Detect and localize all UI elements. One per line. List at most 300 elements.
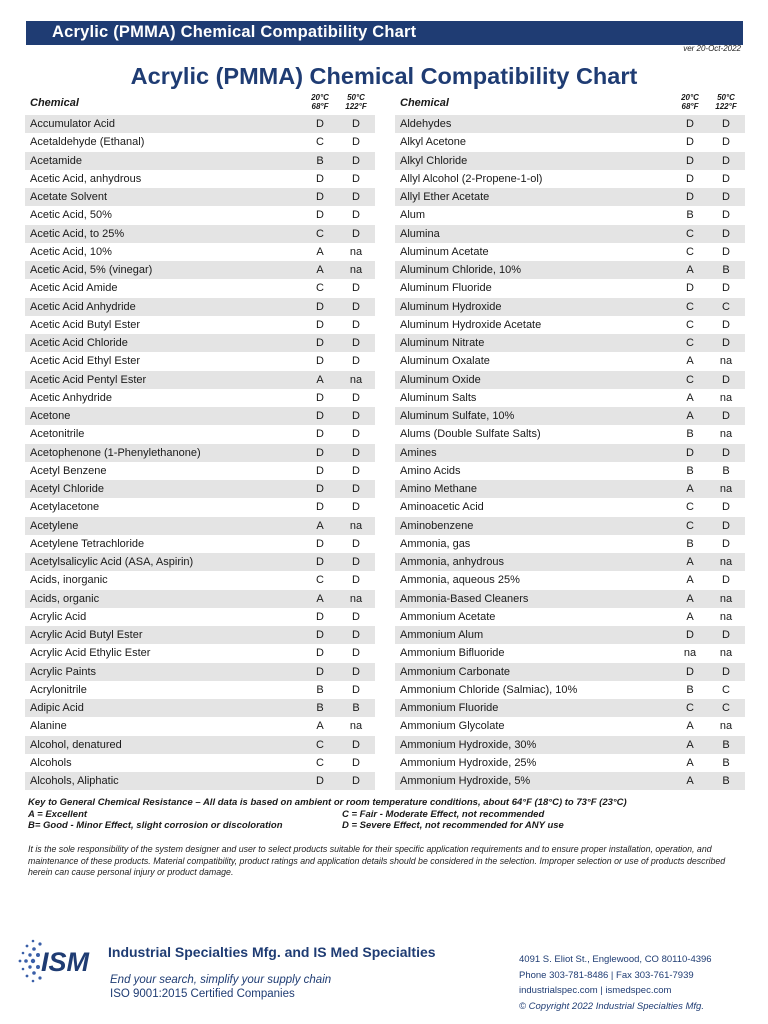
rating-20c: D: [316, 191, 324, 203]
rating-20c: D: [316, 118, 324, 130]
chemical-name: Aminoacetic Acid: [400, 501, 484, 514]
table-row: [25, 608, 375, 626]
table-row: [25, 717, 375, 735]
rating-50c: D: [352, 118, 360, 130]
rating-20c: D: [686, 191, 694, 203]
website-links[interactable]: industrialspec.com | ismedspec.com: [519, 985, 672, 996]
table-row: [25, 517, 375, 535]
rating-50c: D: [352, 446, 360, 459]
version-label: ver 20-Oct-2022: [683, 44, 741, 53]
chemical-name: Alanine: [30, 720, 67, 733]
table-row: [25, 371, 375, 389]
rating-50c: D: [722, 136, 730, 149]
table-row: [25, 772, 375, 790]
rating-20c: C: [686, 519, 694, 532]
chemical-name: Ammonium Hydroxide, 25%: [400, 756, 537, 769]
rating-20c: B: [316, 154, 324, 167]
rating-50c: D: [722, 410, 730, 422]
table-row: [395, 298, 745, 316]
rating-20c: D: [316, 665, 324, 678]
chemical-name: Acetaldehyde (Ethanal): [30, 136, 145, 149]
table-row: [395, 316, 745, 334]
chemical-name: Aluminum Oxalate: [400, 355, 490, 368]
rating-50c: D: [352, 172, 360, 185]
company-slogan: End your search, simplify your supply chain: [110, 974, 332, 986]
table-row: [395, 626, 745, 644]
right-table: [395, 93, 745, 790]
rating-20c: A: [686, 720, 694, 733]
rating-50c: D: [722, 282, 730, 295]
rating-50c: D: [352, 227, 360, 240]
chemical-name: Acetyl Chloride: [30, 483, 104, 495]
rating-20c: B: [686, 209, 694, 222]
table-row: [395, 663, 745, 681]
rating-50c: D: [722, 154, 730, 167]
rating-20c: D: [316, 428, 324, 441]
chemical-name: Aluminum Sulfate, 10%: [400, 410, 515, 422]
rating-50c: D: [352, 629, 360, 641]
rating-20c: A: [316, 245, 324, 258]
chemical-name: Amino Acids: [400, 464, 461, 477]
temp-50c-header: [709, 93, 743, 111]
rating-20c: D: [316, 629, 324, 641]
table-row: [395, 206, 745, 224]
rating-50c: D: [722, 501, 730, 514]
page-title: Acrylic (PMMA) Chemical Compatibility Chart: [130, 63, 638, 89]
rating-20c: C: [316, 574, 324, 587]
rating-20c: A: [686, 756, 694, 769]
key-heading: Key to General Chemical Resistance – All data is based on ambient or room temperature conditions, about 64°F (18°C) to 73°F (23°C): [28, 797, 627, 808]
rating-50c: D: [352, 410, 360, 422]
rating-50c: na: [349, 519, 363, 532]
rating-50c: D: [352, 537, 360, 550]
rating-50c: C: [722, 702, 730, 714]
rating-50c: D: [352, 501, 360, 514]
chemical-name: Acrylic Paints: [30, 665, 97, 678]
table-row: [395, 681, 745, 699]
rating-50c: D: [352, 464, 360, 477]
rating-20c: D: [316, 464, 324, 477]
rating-20c: A: [316, 264, 324, 276]
table-row: [25, 188, 375, 206]
right-table-body: [395, 115, 745, 790]
chemical-column-header: Chemical: [30, 97, 79, 109]
table-row: [395, 115, 745, 133]
temp-20c-celsius: 20°C: [311, 93, 329, 102]
rating-20c: D: [316, 610, 324, 623]
chemical-name: Adipic Acid: [30, 702, 84, 714]
rating-50c: na: [719, 428, 733, 441]
rating-50c: D: [352, 337, 360, 349]
table-row: [395, 736, 745, 754]
rating-20c: C: [316, 282, 324, 295]
table-row: [25, 279, 375, 297]
chemical-name: Ammonia, anhydrous: [400, 556, 504, 568]
rating-50c: D: [352, 428, 360, 441]
temp-20c-celsius: 20°C: [681, 93, 699, 102]
rating-20c: D: [686, 446, 694, 459]
chemical-name: Acetone: [30, 410, 71, 422]
rating-20c: A: [686, 483, 694, 495]
chemical-name: Accumulator Acid: [30, 118, 115, 130]
rating-20c: D: [686, 282, 694, 295]
temp-20c-fahrenheit: 68°F: [681, 102, 699, 111]
table-row: [25, 206, 375, 224]
table-row: [395, 407, 745, 425]
temp-50c-fahrenheit: 122°F: [345, 102, 367, 111]
table-row: [395, 608, 745, 626]
rating-20c: C: [686, 373, 694, 386]
rating-20c: B: [316, 683, 324, 696]
rating-50c: na: [719, 610, 733, 623]
rating-20c: D: [686, 629, 694, 641]
rating-key: [28, 797, 748, 832]
chemical-name: Acetyl Benzene: [30, 464, 107, 477]
rating-50c: na: [349, 373, 363, 386]
table-row: [25, 644, 375, 662]
chemical-name: Ammonia, gas: [400, 537, 471, 550]
chemical-name: Acrylic Acid Butyl Ester: [30, 629, 143, 641]
rating-50c: D: [352, 738, 360, 751]
banner-title: Acrylic (PMMA) Chemical Compatibility Chart: [52, 23, 417, 41]
rating-20c: A: [686, 610, 694, 623]
table-row: [25, 590, 375, 608]
rating-50c: D: [352, 136, 360, 149]
rating-20c: C: [316, 738, 324, 751]
rating-20c: C: [686, 245, 694, 258]
rating-50c: D: [352, 775, 360, 787]
table-row: [25, 425, 375, 443]
chemical-name: Alkyl Acetone: [400, 136, 467, 149]
chemical-name: Acetic Acid Ethyl Ester: [30, 355, 141, 368]
rating-50c: na: [719, 556, 733, 568]
chemical-name: Aldehydes: [400, 118, 452, 130]
chemical-name: Ammonium Bifluoride: [400, 647, 505, 660]
rating-20c: A: [316, 519, 324, 532]
rating-50c: B: [352, 702, 360, 714]
chemical-name: Acetic Acid Pentyl Ester: [30, 373, 147, 386]
table-row: [25, 316, 375, 334]
rating-50c: D: [352, 191, 360, 203]
table-row: [395, 517, 745, 535]
rating-20c: A: [686, 410, 694, 422]
copyright: © Copyright 2022 Industrial Specialties Mfg.: [519, 1000, 704, 1012]
table-row: [395, 444, 745, 462]
rating-20c: C: [686, 227, 694, 240]
rating-50c: na: [719, 391, 733, 404]
chemical-name: Acetic Anhydride: [30, 391, 112, 404]
rating-50c: D: [352, 610, 360, 623]
chemical-name: Ammonium Glycolate: [400, 720, 505, 733]
temp-20c-fahrenheit: 68°F: [311, 102, 329, 111]
key-line-2: [28, 820, 748, 832]
rating-50c: na: [719, 355, 733, 368]
table-row: [395, 553, 745, 571]
chemical-name: Acetic Acid Butyl Ester: [30, 318, 141, 331]
left-table-header: [25, 93, 375, 115]
table-row: [25, 444, 375, 462]
chemical-name: Alcohol, denatured: [30, 738, 122, 751]
rating-20c: D: [316, 556, 324, 568]
chemical-name: Ammonium Alum: [400, 629, 484, 641]
rating-20c: D: [316, 537, 324, 550]
rating-20c: A: [686, 556, 694, 568]
contact-info: [519, 952, 712, 1014]
rating-20c: C: [686, 702, 694, 714]
table-row: [395, 371, 745, 389]
rating-20c: D: [316, 483, 324, 495]
chemical-name: Acetylene Tetrachloride: [30, 537, 145, 550]
temp-20c-header: [673, 93, 707, 111]
table-row: [395, 225, 745, 243]
chemical-name: Acetylene: [30, 519, 79, 532]
address: 4091 S. Eliot St., Englewood, CO 80110-4396: [519, 954, 712, 965]
rating-20c: A: [686, 592, 694, 605]
key-c: C = Fair - Moderate Effect, not recommended: [342, 808, 545, 820]
rating-50c: D: [722, 245, 730, 258]
chemical-name: Acetonitrile: [30, 428, 85, 441]
chemical-name: Alcohols: [30, 756, 72, 769]
chemical-name: Alcohols, Aliphatic: [30, 775, 119, 787]
chemical-name: Acetylacetone: [30, 501, 100, 514]
table-row: [25, 535, 375, 553]
rating-50c: D: [352, 282, 360, 295]
rating-50c: D: [352, 355, 360, 368]
rating-20c: A: [316, 720, 324, 733]
temp-20c-header: [303, 93, 337, 111]
rating-20c: B: [686, 683, 694, 696]
rating-50c: na: [719, 647, 733, 660]
table-row: [25, 699, 375, 717]
table-row: [25, 225, 375, 243]
rating-20c: A: [316, 373, 324, 386]
chemical-name: Acids, organic: [30, 592, 100, 605]
ism-logo: [14, 935, 100, 987]
rating-50c: D: [722, 519, 730, 532]
rating-50c: D: [352, 556, 360, 568]
table-row: [25, 407, 375, 425]
rating-50c: D: [352, 756, 360, 769]
rating-20c: D: [316, 410, 324, 422]
table-row: [395, 170, 745, 188]
rating-20c: D: [686, 136, 694, 149]
table-row: [395, 590, 745, 608]
rating-20c: B: [686, 537, 694, 550]
chemical-name: Alkyl Chloride: [400, 154, 468, 167]
table-row: [395, 425, 745, 443]
rating-20c: A: [686, 264, 694, 276]
rating-50c: D: [352, 665, 360, 678]
rating-50c: B: [722, 738, 730, 751]
table-row: [395, 243, 745, 261]
rating-20c: D: [686, 118, 694, 130]
chemical-name: Aluminum Oxide: [400, 373, 481, 386]
table-row: [25, 462, 375, 480]
rating-50c: D: [722, 172, 730, 185]
rating-50c: D: [722, 537, 730, 550]
rating-20c: C: [686, 337, 694, 349]
chemical-name: Ammonium Chloride (Salmiac), 10%: [400, 683, 578, 696]
table-row: [395, 261, 745, 279]
chemical-name: Acetic Acid, 50%: [30, 209, 112, 222]
chemical-name: Aluminum Fluoride: [400, 282, 492, 295]
rating-50c: D: [352, 483, 360, 495]
chemical-name: Aluminum Hydroxide Acetate: [400, 318, 542, 331]
chemical-name: Acetic Acid Amide: [30, 282, 118, 295]
rating-20c: D: [316, 775, 324, 787]
logo-text: ISM: [41, 947, 90, 977]
chemical-name: Amino Methane: [400, 483, 478, 495]
chemical-name: Acetophenone (1-Phenylethanone): [30, 446, 201, 459]
chemical-name: Ammonium Hydroxide, 30%: [400, 738, 537, 751]
rating-20c: A: [316, 592, 324, 605]
rating-50c: D: [352, 318, 360, 331]
rating-50c: D: [722, 227, 730, 240]
right-table-header: [395, 93, 745, 115]
table-row: [395, 133, 745, 151]
rating-50c: D: [352, 154, 360, 167]
chemical-name: Aluminum Nitrate: [400, 337, 485, 349]
table-row: [25, 498, 375, 516]
rating-20c: D: [316, 209, 324, 222]
table-row: [395, 717, 745, 735]
rating-50c: C: [722, 300, 730, 313]
rating-20c: D: [316, 647, 324, 660]
table-row: [25, 352, 375, 370]
rating-50c: B: [722, 775, 730, 787]
table-row: [25, 754, 375, 772]
chemical-name: Alum: [400, 209, 426, 222]
top-banner: [26, 21, 743, 45]
rating-20c: A: [686, 574, 694, 587]
chemical-name: Ammonia-Based Cleaners: [400, 592, 529, 605]
table-row: [25, 626, 375, 644]
chemical-name: Aluminum Chloride, 10%: [400, 264, 522, 276]
rating-50c: na: [719, 483, 733, 495]
rating-20c: C: [686, 300, 694, 313]
rating-20c: na: [683, 647, 697, 660]
table-row: [395, 188, 745, 206]
rating-50c: D: [722, 337, 730, 349]
table-row: [25, 334, 375, 352]
chemical-name: Ammonia, aqueous 25%: [400, 574, 520, 587]
table-row: [25, 152, 375, 170]
rating-50c: D: [722, 629, 730, 641]
table-row: [395, 352, 745, 370]
rating-50c: D: [352, 209, 360, 222]
rating-50c: C: [722, 683, 730, 696]
rating-20c: C: [316, 227, 324, 240]
rating-50c: B: [722, 464, 730, 477]
table-row: [395, 571, 745, 589]
table-row: [395, 699, 745, 717]
table-row: [25, 133, 375, 151]
rating-50c: D: [722, 318, 730, 331]
rating-20c: D: [316, 337, 324, 349]
table-row: [395, 644, 745, 662]
rating-50c: D: [352, 300, 360, 313]
rating-20c: A: [686, 775, 694, 787]
chemical-name: Acetic Acid, 5% (vinegar): [30, 264, 153, 276]
temp-50c-celsius: 50°C: [717, 93, 735, 102]
rating-20c: A: [686, 391, 694, 404]
table-row: [25, 681, 375, 699]
table-row: [395, 334, 745, 352]
rating-50c: D: [352, 391, 360, 404]
rating-50c: D: [352, 574, 360, 587]
table-row: [25, 553, 375, 571]
chemical-name: Acrylic Acid: [30, 610, 87, 623]
chemical-name: Aluminum Salts: [400, 391, 477, 404]
rating-50c: B: [722, 756, 730, 769]
rating-20c: C: [686, 501, 694, 514]
rating-20c: D: [316, 318, 324, 331]
disclaimer-text: It is the sole responsibility of the system designer and user to select products suitable for their specific application requirements and to ensure proper installation, operation, and maintenance of these products. Material compatibility, product ratings and application details should be considered in the selection. Improper selection or use of products described herein can cause personal injury or product damage.: [28, 844, 726, 877]
chemical-name: Allyl Ether Acetate: [400, 191, 490, 203]
temp-50c-celsius: 50°C: [347, 93, 365, 102]
rating-20c: D: [686, 154, 694, 167]
table-row: [395, 498, 745, 516]
table-row: [395, 480, 745, 498]
table-row: [25, 261, 375, 279]
chemical-name: Acrylic Acid Ethylic Ester: [30, 647, 151, 660]
rating-50c: D: [722, 446, 730, 459]
table-row: [25, 736, 375, 754]
chemical-name: Alums (Double Sulfate Salts): [400, 428, 541, 441]
rating-20c: D: [316, 355, 324, 368]
temp-50c-fahrenheit: 122°F: [715, 102, 737, 111]
chemical-name: Acetic Acid, 10%: [30, 245, 112, 258]
chemical-name: Ammonium Fluoride: [400, 702, 499, 714]
rating-50c: na: [349, 592, 363, 605]
chemical-name: Acetylsalicylic Acid (ASA, Aspirin): [30, 556, 194, 568]
rating-50c: D: [722, 209, 730, 222]
rating-50c: na: [719, 720, 733, 733]
chemical-name: Alumina: [400, 227, 440, 240]
rating-50c: D: [722, 118, 730, 130]
rating-20c: B: [686, 464, 694, 477]
table-row: [395, 535, 745, 553]
chemical-name: Aminobenzene: [400, 519, 474, 532]
rating-20c: B: [316, 702, 324, 714]
table-row: [395, 152, 745, 170]
key-b: B= Good - Minor Effect, slight corrosion or discoloration: [28, 820, 283, 831]
chemical-name: Acetic Acid, anhydrous: [30, 172, 142, 185]
rating-20c: D: [686, 172, 694, 185]
table-row: [395, 462, 745, 480]
rating-50c: D: [722, 665, 730, 678]
chemical-name: Acetamide: [30, 154, 82, 167]
rating-50c: na: [349, 264, 363, 276]
table-row: [25, 298, 375, 316]
rating-20c: D: [316, 501, 324, 514]
rating-50c: D: [722, 191, 730, 203]
rating-50c: D: [352, 647, 360, 660]
chemical-name: Acetic Acid Anhydride: [30, 300, 136, 313]
rating-20c: D: [316, 446, 324, 459]
chemical-name: Ammonium Carbonate: [400, 665, 511, 678]
rating-20c: B: [686, 428, 694, 441]
table-row: [25, 663, 375, 681]
chemical-name: Aluminum Hydroxide: [400, 300, 502, 313]
rating-50c: na: [349, 245, 363, 258]
chemical-name: Acrylonitrile: [30, 683, 87, 696]
table-row: [395, 389, 745, 407]
chemical-name: Acetate Solvent: [30, 191, 108, 203]
table-row: [395, 754, 745, 772]
chemical-name: Acids, inorganic: [30, 574, 108, 587]
rating-50c: D: [722, 574, 730, 587]
